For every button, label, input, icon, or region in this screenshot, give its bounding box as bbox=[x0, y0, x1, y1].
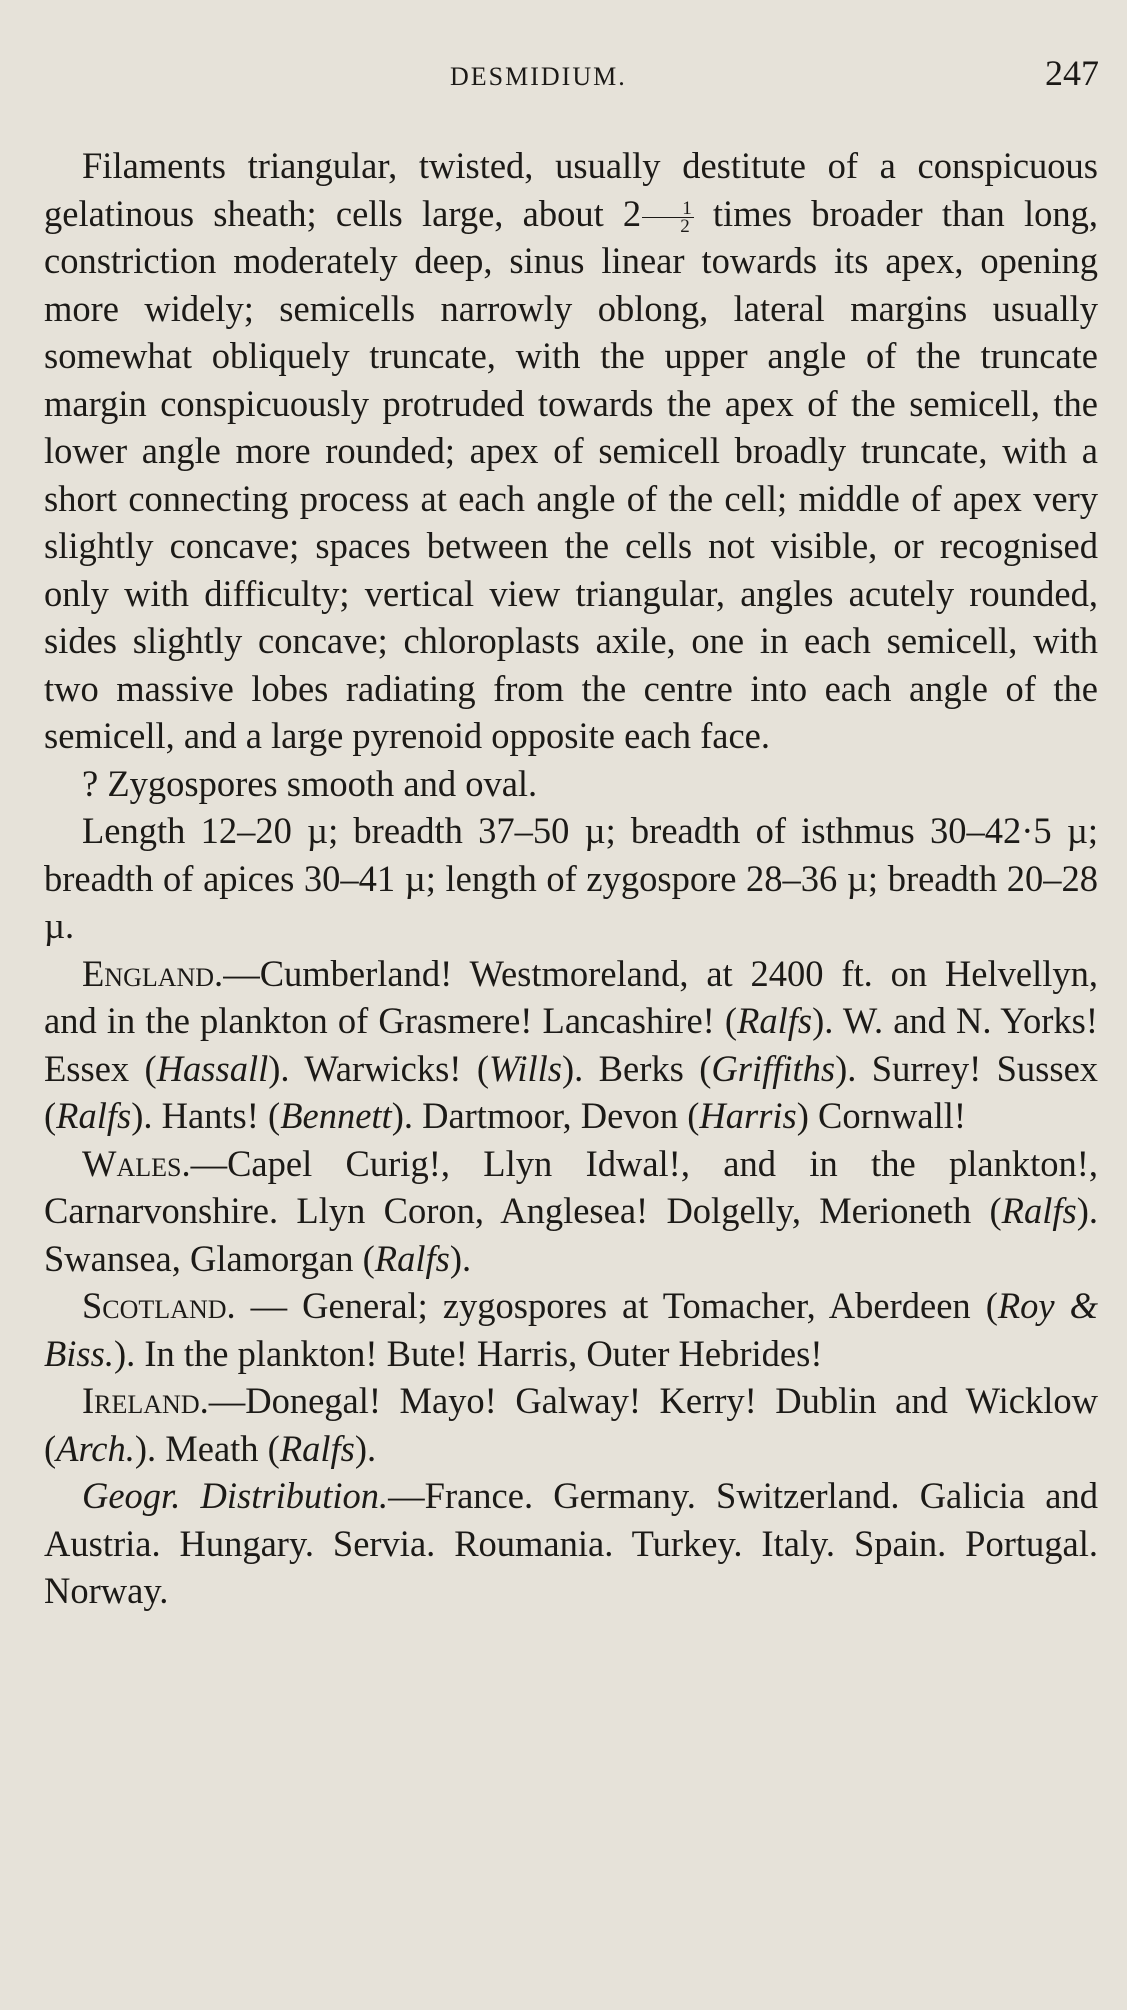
running-head: DESMIDIUM. bbox=[450, 62, 627, 91]
dimensions-paragraph: Length 12–20 µ; breadth 37–50 µ; breadth of isthmus 30–42·5 µ; breadth of apices 30–41 µ; length of zygospore 28–36 µ; breadth 20–28 µ. bbox=[44, 810, 1098, 946]
locality-wales: Wales.—Capel Curig!, Llyn Idwal!, and in the plankton!, Carnarvonshire. Llyn Coron, Anglesea! Dolgelly, Merioneth (Ralfs). Swansea, Glamorgan (Ralfs). bbox=[44, 1142, 1098, 1279]
distribution-label: Geogr. Distribution. bbox=[82, 1475, 389, 1516]
species-description: Filaments triangular, twisted, usually destitute of a conspicuous gelatinous sheath; cells large, about 2 $\frac{1}{2}$ times broader than long, constriction moderately deep, sinus linear towards its apex, opening more widely; semicells narrowly oblong, lateral margins usually somewhat obliquely truncate, with the upper angle of the truncate margin conspicuously protruded towards the apex of the semicell, the lower angle more rounded; apex of semicell broadly truncate, with a short connecting process at each angle of the cell; middle of apex very slightly concave; spaces between the cells not visible, or recognised only with difficulty; vertical view triangular, angles acutely rounded, sides slightly concave; chloroplasts axile, one in each semicell, with two massive lobes radiating from the centre into each angle of the semicell, and a large pyrenoid opposite each face. bbox=[44, 145, 1098, 756]
zygospores-note: ? Zygospores smooth and oval. bbox=[82, 762, 538, 804]
page-body bbox=[44, 142, 1098, 1615]
page-number: 247 bbox=[1045, 53, 1099, 93]
locality-england: England.—Cumberland! Westmoreland, at 2400 ft. on Helvellyn, and in the plankton of Grasmere! Lancashire! (Ralfs). W. and N. Yorks! Essex (Hassall). Warwicks! (Wills). Berks (Griffiths). Surrey! Sussex (Ralfs). Hants! (Bennett). Dartmoor, Devon (Harris) Cornwall! bbox=[44, 952, 1099, 1136]
page-header bbox=[0, 52, 1127, 102]
locality-scotland: Scotland. — General; zygospores at Tomacher, Aberdeen (Roy & Biss.). In the plankton! Bute! Harris, Outer Hebrides! bbox=[44, 1285, 1098, 1374]
region-label-wales: Wales. bbox=[82, 1142, 191, 1184]
fraction-one-half: $\frac{1}{2}$ bbox=[642, 200, 694, 235]
region-label-ireland: Ireland. bbox=[82, 1380, 209, 1421]
region-label-scotland: Scotland. bbox=[82, 1285, 236, 1326]
geographic-distribution: Geogr. Distribution.—France. Germany. Switzerland. Galicia and Austria. Hungary. Servia. Roumania. Turkey. Italy. Spain. Portugal. Norway. bbox=[44, 1475, 1098, 1611]
locality-ireland: Ireland.—Donegal! Mayo! Galway! Kerry! Dublin and Wicklow (Arch.). Meath (Ralfs). bbox=[44, 1380, 1098, 1469]
region-label-england: England. bbox=[82, 952, 224, 994]
